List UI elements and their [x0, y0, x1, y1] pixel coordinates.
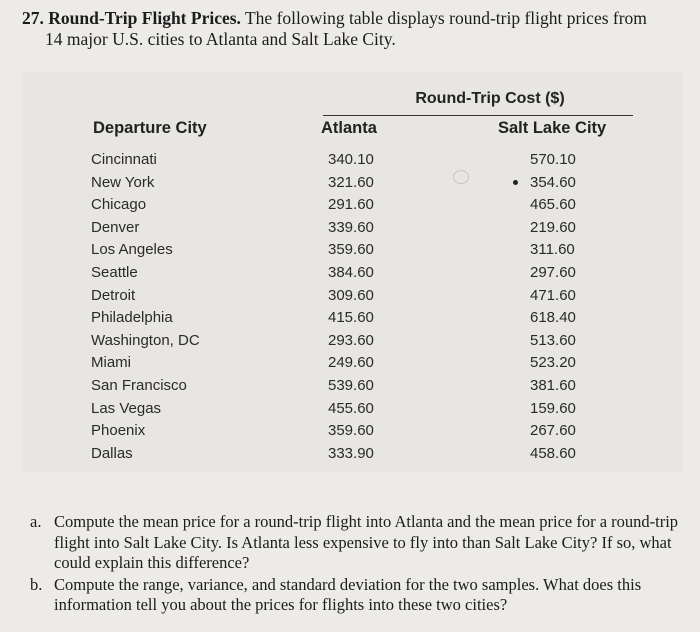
- atlanta-price-cell: 293.60: [328, 331, 374, 349]
- salt-lake-city-price-cell: 297.60: [530, 263, 576, 281]
- salt-lake-city-price-cell: 513.60: [530, 331, 576, 349]
- table-row: [23, 377, 683, 400]
- problem-text-line1: The following table displays round-trip flight prices from: [244, 8, 647, 28]
- departure-city-cell: Chicago: [91, 196, 147, 214]
- departure-city-cell: Dallas: [91, 444, 133, 462]
- salt-lake-city-price-cell: 267.60: [530, 422, 576, 440]
- column-header-salt-lake-city: Salt Lake City: [498, 119, 607, 137]
- departure-city-cell: Miami: [91, 354, 131, 372]
- question-b: [30, 575, 695, 616]
- table-row: [23, 422, 683, 445]
- atlanta-price-cell: 333.90: [328, 444, 374, 462]
- question-text: Compute the mean price for a round-trip flight into Atlanta and the mean price for a round-trip flight into Salt Lake City. Is Atlanta less expensive to fly into than Salt Lake City? If so, what could explain this difference?: [54, 512, 679, 572]
- atlanta-price-cell: 359.60: [328, 241, 374, 259]
- departure-city-cell: Detroit: [91, 286, 136, 304]
- salt-lake-city-price-cell: 471.60: [530, 286, 576, 304]
- problem-number: 27.: [22, 8, 44, 28]
- departure-city-cell: Seattle: [91, 263, 138, 281]
- question-letter: b.: [30, 574, 43, 594]
- column-header-atlanta: Atlanta: [321, 119, 377, 137]
- question-list: [30, 512, 695, 617]
- salt-lake-city-price-cell: 219.60: [530, 218, 576, 236]
- salt-lake-city-price-cell: 311.60: [530, 241, 575, 259]
- salt-lake-city-price-cell: 570.10: [530, 151, 576, 168]
- atlanta-price-cell: 340.10: [328, 151, 374, 168]
- departure-city-cell: Cincinnati: [91, 151, 157, 168]
- problem-statement: [22, 8, 692, 50]
- table-row: [23, 309, 683, 332]
- atlanta-price-cell: 539.60: [328, 376, 374, 394]
- bullet-dot-icon: [513, 180, 518, 185]
- salt-lake-city-price-cell: 618.40: [530, 309, 576, 327]
- table-row: [23, 400, 683, 423]
- departure-city-cell: San Francisco: [91, 376, 187, 394]
- atlanta-price-cell: 249.60: [328, 354, 374, 372]
- table-row: [23, 264, 683, 287]
- table-row: [23, 287, 683, 310]
- circle-mark-icon: [453, 170, 469, 184]
- salt-lake-city-price-cell: 381.60: [530, 376, 576, 394]
- salt-lake-city-price-cell: 523.20: [530, 354, 576, 372]
- departure-city-cell: Phoenix: [91, 422, 146, 440]
- salt-lake-city-price-cell: 159.60: [530, 399, 576, 417]
- departure-city-cell: Philadelphia: [91, 309, 173, 327]
- atlanta-price-cell: 291.60: [328, 196, 374, 214]
- question-a: [30, 512, 695, 574]
- atlanta-price-cell: 384.60: [328, 263, 374, 281]
- table-row: [23, 196, 683, 219]
- atlanta-price-cell: 309.60: [328, 286, 374, 304]
- salt-lake-city-price-cell: 458.60: [530, 444, 576, 462]
- atlanta-price-cell: 359.60: [328, 422, 374, 440]
- table-row: [23, 445, 683, 468]
- salt-lake-city-price-cell: 465.60: [530, 196, 576, 214]
- flight-price-table: [23, 72, 683, 472]
- problem-title: Round-Trip Flight Prices.: [48, 8, 241, 28]
- departure-city-cell: Denver: [91, 218, 140, 236]
- atlanta-price-cell: 321.60: [328, 173, 374, 191]
- departure-city-cell: New York: [91, 173, 155, 191]
- salt-lake-city-price-cell: 354.60: [530, 173, 576, 191]
- table-row: [23, 332, 683, 355]
- table-row: [23, 241, 683, 264]
- table-row: [23, 219, 683, 242]
- question-letter: a.: [30, 512, 42, 531]
- column-header-departure-city: Departure City: [93, 119, 207, 137]
- departure-city-cell: Las Vegas: [91, 399, 162, 417]
- question-text: Compute the range, variance, and standard deviation for the two samples. What does this information tell you about the prices for flights into these two cities?: [54, 574, 642, 614]
- group-header: Round-Trip Cost ($): [415, 90, 565, 107]
- table-row: [23, 174, 683, 197]
- table-row: [23, 151, 683, 174]
- departure-city-cell: Los Angeles: [91, 241, 173, 259]
- atlanta-price-cell: 455.60: [328, 399, 374, 417]
- atlanta-price-cell: 339.60: [328, 218, 374, 236]
- departure-city-cell: Washington, DC: [91, 331, 200, 349]
- atlanta-price-cell: 415.60: [328, 309, 374, 327]
- problem-text-line2: 14 major U.S. cities to Atlanta and Salt Lake City.: [45, 29, 396, 49]
- group-header-rule: [323, 115, 633, 116]
- table-body: [23, 151, 683, 467]
- table-row: [23, 354, 683, 377]
